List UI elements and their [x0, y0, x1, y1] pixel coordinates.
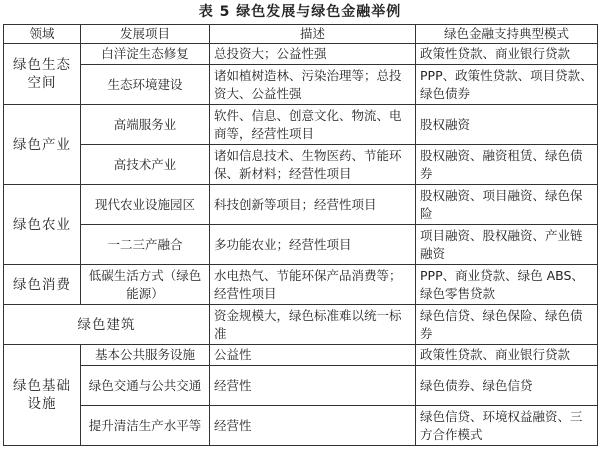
table-row — [4, 185, 598, 225]
table-row — [4, 406, 598, 446]
domain-cell: 绿色建筑 — [4, 305, 210, 345]
project-cell: 一二三产融合 — [81, 225, 210, 265]
domain-cell: 绿色产业 — [4, 105, 81, 185]
domain-cell: 绿色生态空间 — [4, 44, 81, 105]
domain-cell: 绿色消费 — [4, 265, 81, 305]
description-cell: 水电热气、节能环保产品消费等；经营性项目 — [210, 265, 416, 305]
description-cell: 经营性 — [210, 366, 416, 406]
mode-cell: 绿色债券、绿色信贷 — [416, 366, 598, 406]
description-cell: 经营性 — [210, 406, 416, 446]
mode-cell: PPP、政策性贷款、项目贷款、绿色债券 — [416, 65, 598, 105]
description-cell: 诸如信息技术、生物医药、节能环保、新材料；经营性项目 — [210, 145, 416, 185]
table-row — [4, 145, 598, 185]
header-project: 发展项目 — [81, 25, 210, 44]
mode-cell: 股权融资、融资租赁、绿色债券 — [416, 145, 598, 185]
header-description: 描述 — [210, 25, 416, 44]
description-cell: 总投资大；公益性强 — [210, 44, 416, 65]
description-cell: 资金规模大，绿色标准难以统一标准 — [210, 305, 416, 345]
domain-cell: 绿色基础设施 — [4, 345, 81, 446]
domain-cell: 绿色农业 — [4, 185, 81, 265]
green-finance-table — [3, 24, 598, 446]
table-row — [4, 65, 598, 105]
table-caption: 表 5 绿色发展与绿色金融举例 — [198, 4, 402, 20]
mode-cell: 绿色信贷、绿色保险、绿色债券 — [416, 305, 598, 345]
mode-cell: 项目融资、股权融资、产业链融资 — [416, 225, 598, 265]
table-row — [4, 265, 598, 305]
mode-cell: 政策性贷款、商业银行贷款 — [416, 345, 598, 366]
mode-cell: PPP、商业贷款、绿色 ABS、绿色零售贷款 — [416, 265, 598, 305]
description-cell: 多功能农业；经营性项目 — [210, 225, 416, 265]
project-cell: 生态环境建设 — [81, 65, 210, 105]
project-cell: 绿色交通与公共交通 — [81, 366, 210, 406]
table-row — [4, 366, 598, 406]
mode-cell: 政策性贷款、商业银行贷款 — [416, 44, 598, 65]
project-cell: 基本公共服务设施 — [81, 345, 210, 366]
description-cell: 公益性 — [210, 345, 416, 366]
description-cell: 软件、信息、创意文化、物流、电商等，经营性项目 — [210, 105, 416, 145]
header-mode: 绿色金融支持典型模式 — [416, 25, 598, 44]
project-cell: 白洋淀生态修复 — [81, 44, 210, 65]
mode-cell: 股权融资、项目融资、绿色保险 — [416, 185, 598, 225]
table-row — [4, 345, 598, 366]
table-row — [4, 305, 598, 345]
description-cell: 科技创新等项目；经营性项目 — [210, 185, 416, 225]
project-cell: 提升清洁生产水平等 — [81, 406, 210, 446]
table-row — [4, 44, 598, 65]
table-row — [4, 225, 598, 265]
description-cell: 诸如植树造林、污染治理等；总投资大、公益性强 — [210, 65, 416, 105]
table-header-row — [4, 25, 598, 44]
project-cell: 现代农业设施园区 — [81, 185, 210, 225]
header-domain: 领域 — [4, 25, 81, 44]
project-cell: 低碳生活方式（绿色能源） — [81, 265, 210, 305]
mode-cell: 绿色信贷、环境权益融资、三方合作模式 — [416, 406, 598, 446]
table-row — [4, 105, 598, 145]
project-cell: 高技术产业 — [81, 145, 210, 185]
project-cell: 高端服务业 — [81, 105, 210, 145]
mode-cell: 股权融资 — [416, 105, 598, 145]
